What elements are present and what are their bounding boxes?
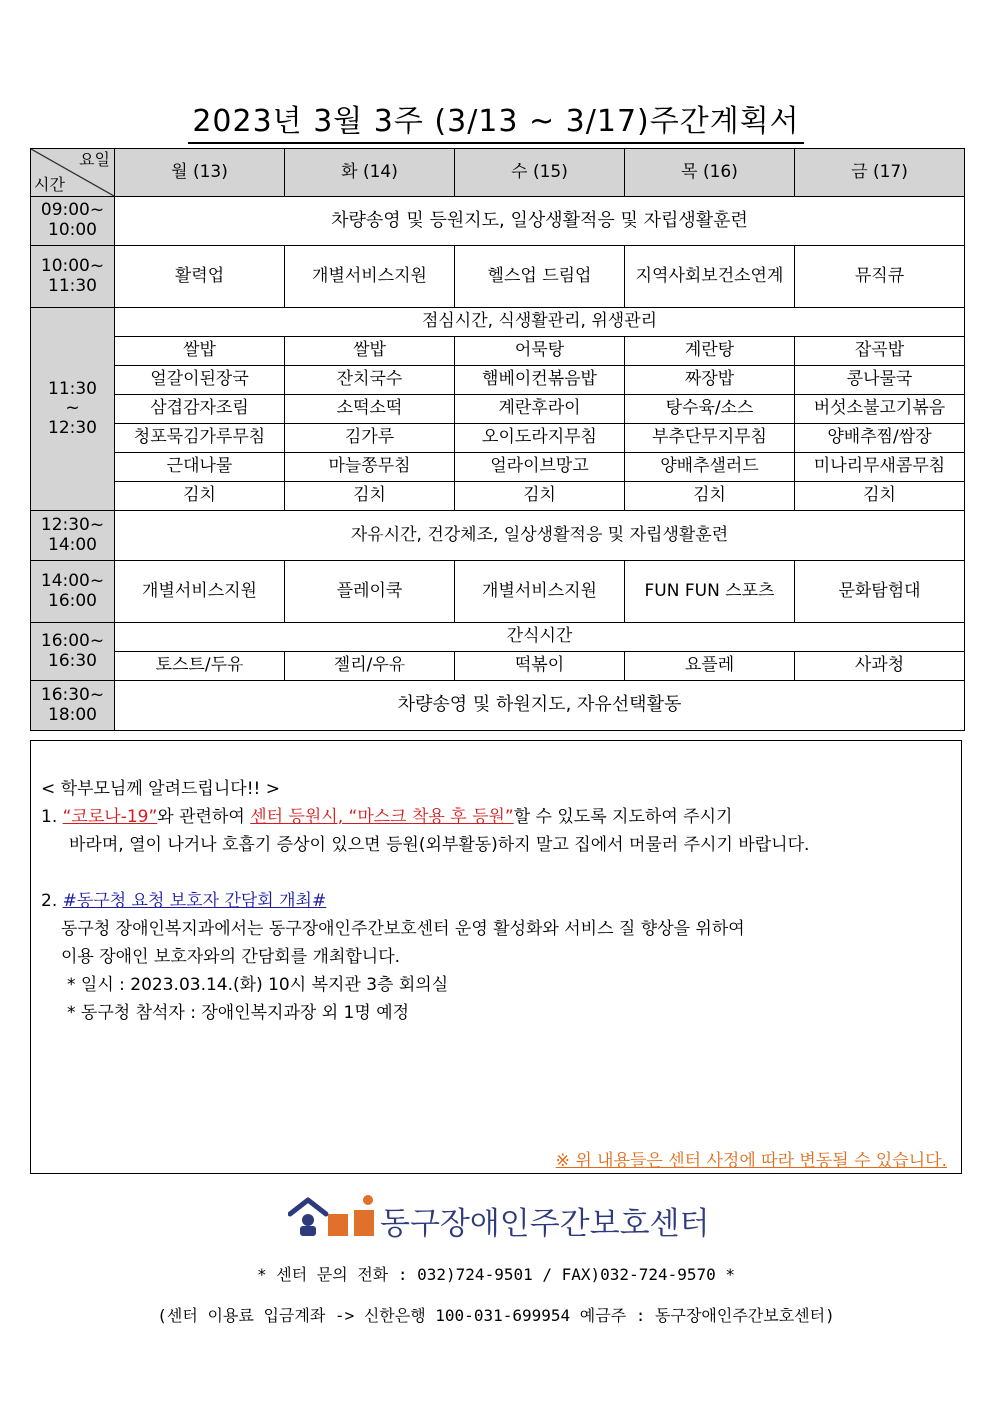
menu-item: 탕수육/소스 — [625, 395, 795, 424]
menu-item: 얼갈이된장국 — [115, 366, 285, 395]
menu-item: 청포묵김가루무침 — [115, 424, 285, 453]
activity-cell: 차량송영 및 하원지도, 자유선택활동 — [115, 681, 965, 731]
menu-item: 짜장밥 — [625, 366, 795, 395]
house-logo-icon — [288, 1192, 378, 1240]
activity-cell: 자유시간, 건강체조, 일상생활적응 및 자립생활훈련 — [115, 511, 965, 561]
activity-cell: 뮤직큐 — [795, 246, 965, 308]
corner-day-label: 요일 — [79, 150, 110, 169]
activity-cell: 개별서비스지원 — [455, 561, 625, 623]
slot-row — [31, 681, 965, 731]
activity-cell: 플레이쿡 — [285, 561, 455, 623]
notice-box — [30, 740, 962, 1174]
slot-row — [31, 561, 965, 623]
notice-item-2-date: * 일시 : 2023.03.14.(화) 10시 복지관 3층 회의실 — [67, 975, 449, 995]
day-header: 금 (17) — [795, 149, 965, 197]
activity-cell: 헬스업 드림업 — [455, 246, 625, 308]
notice-footnote: ※ 위 내용들은 센터 사정에 따라 변동될 수 있습니다. — [555, 1151, 947, 1171]
menu-row — [31, 424, 965, 453]
activity-cell: 개별서비스지원 — [285, 246, 455, 308]
menu-item: 김치 — [625, 482, 795, 511]
menu-item: 김치 — [455, 482, 625, 511]
slot-row — [31, 246, 965, 308]
menu-item: 김치 — [285, 482, 455, 511]
menu-item: 쌀밥 — [115, 337, 285, 366]
menu-item: 부추단무지무침 — [625, 424, 795, 453]
notice-item-2: 2. #동구청 요청 보호자 간담회 개최# — [41, 891, 327, 911]
menu-item: 김치 — [795, 482, 965, 511]
lunch-header: 점심시간, 식생활관리, 위생관리 — [115, 308, 965, 337]
time-cell: 14:00~ 16:00 — [31, 561, 115, 623]
center-name: 동구장애인주간보호센터 — [380, 1206, 710, 1242]
day-header: 목 (16) — [625, 149, 795, 197]
slot-row — [31, 511, 965, 561]
time-cell: 11:30 ~ 12:30 — [31, 308, 115, 511]
weekly-plan-table — [30, 148, 965, 731]
menu-row — [31, 482, 965, 511]
snack-item: 떡볶이 — [455, 652, 625, 681]
menu-item: 얼라이브망고 — [455, 453, 625, 482]
snack-row — [31, 652, 965, 681]
bank-account-info: (센터 이용료 입금계좌 -> 신한은행 100-031-699954 예금주 : 동구장애인주간보호센터) — [157, 1306, 835, 1325]
menu-item: 계란후라이 — [455, 395, 625, 424]
notice-heading: < 학부모님께 알려드립니다!! > — [41, 779, 280, 799]
activity-cell: 활력업 — [115, 246, 285, 308]
corner-cell — [31, 149, 115, 197]
menu-row — [31, 395, 965, 424]
snack-header-row — [31, 623, 965, 652]
notice-item-2-attendees: * 동구청 참석자 : 장애인복지과장 외 1명 예정 — [67, 1003, 410, 1023]
activity-cell: 차량송영 및 등원지도, 일상생활적응 및 자립생활훈련 — [115, 197, 965, 246]
day-header: 화 (14) — [285, 149, 455, 197]
slot-row — [31, 197, 965, 246]
menu-item: 오이도라지무침 — [455, 424, 625, 453]
menu-row — [31, 366, 965, 395]
day-header: 월 (13) — [115, 149, 285, 197]
menu-item: 계란탕 — [625, 337, 795, 366]
menu-item: 어묵탕 — [455, 337, 625, 366]
page-title: 2023년 3월 3주 (3/13 ~ 3/17)주간계획서 — [0, 96, 992, 144]
activity-cell: 문화탐험대 — [795, 561, 965, 623]
activity-cell: FUN FUN 스포츠 — [625, 561, 795, 623]
notice-item-2-line1: 동구청 장애인복지과에서는 동구장애인주간보호센터 운영 활성화와 서비스 질 향상을 위하여 — [61, 919, 745, 939]
menu-item: 김가루 — [285, 424, 455, 453]
menu-item: 잔치국수 — [285, 366, 455, 395]
lunch-header-row — [31, 308, 965, 337]
menu-item: 양배추샐러드 — [625, 453, 795, 482]
snack-item: 요플레 — [625, 652, 795, 681]
corner-time-label: 시간 — [34, 174, 65, 194]
time-cell: 16:00~ 16:30 — [31, 623, 115, 681]
menu-item: 김치 — [115, 482, 285, 511]
activity-cell: 지역사회보건소연계 — [625, 246, 795, 308]
menu-row — [31, 337, 965, 366]
menu-item: 소떡소떡 — [285, 395, 455, 424]
menu-item: 햄베이컨볶음밥 — [455, 366, 625, 395]
menu-item: 버섯소불고기볶음 — [795, 395, 965, 424]
menu-item: 마늘쫑무침 — [285, 453, 455, 482]
time-cell: 10:00~ 11:30 — [31, 246, 115, 308]
day-header: 수 (15) — [455, 149, 625, 197]
menu-row — [31, 453, 965, 482]
snack-item: 젤리/우유 — [285, 652, 455, 681]
snack-item: 토스트/두유 — [115, 652, 285, 681]
time-cell: 09:00~ 10:00 — [31, 197, 115, 246]
time-cell: 12:30~ 14:00 — [31, 511, 115, 561]
menu-item: 양배추찜/쌈장 — [795, 424, 965, 453]
time-cell: 16:30~ 18:00 — [31, 681, 115, 731]
notice-item-1: 1. “코로나-19”와 관련하여 센터 등원시, “마스크 착용 후 등원”할 수 있도록 지도하여 주시기 — [41, 807, 733, 827]
snack-header: 간식시간 — [115, 623, 965, 652]
menu-item: 잡곡밥 — [795, 337, 965, 366]
menu-item: 쌀밥 — [285, 337, 455, 366]
menu-item: 삼겹감자조림 — [115, 395, 285, 424]
notice-item-1-line2: 바라며, 열이 나거나 호흡기 증상이 있으면 등원(외부활동)하지 말고 집에서 머물러 주시기 바랍니다. — [69, 835, 810, 855]
menu-item: 콩나물국 — [795, 366, 965, 395]
header-row — [31, 149, 965, 197]
contact-info: * 센터 문의 전화 : 032)724-9501 / FAX)032-724-9570 * — [256, 1265, 736, 1284]
menu-item: 미나리무새콤무침 — [795, 453, 965, 482]
notice-item-2-line2: 이용 장애인 보호자와의 간담회를 개최합니다. — [61, 947, 401, 967]
activity-cell: 개별서비스지원 — [115, 561, 285, 623]
snack-item: 사과청 — [795, 652, 965, 681]
menu-item: 근대나물 — [115, 453, 285, 482]
